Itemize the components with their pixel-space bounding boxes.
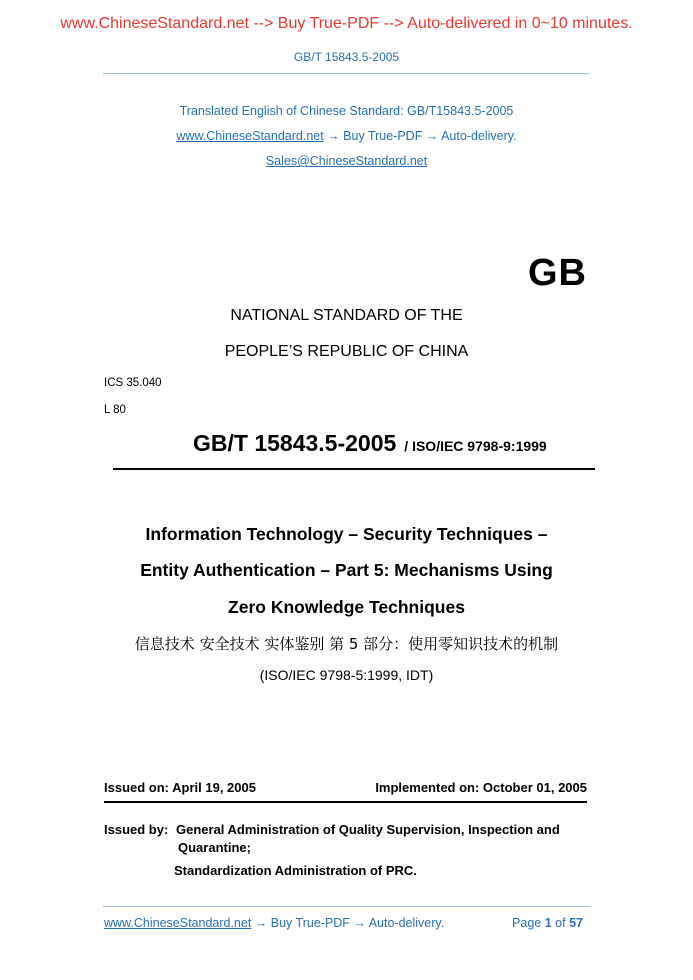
promo-banner[interactable]: www.ChineseStandard.net --> Buy True-PDF --> Auto-delivered in 0~10 minutes.: [60, 15, 633, 32]
standard-number: GB/T 15843.5-2005: [193, 430, 397, 456]
title-line1: Information Technology – Security Techniques –: [145, 524, 548, 544]
national-standard-line1: NATIONAL STANDARD OF THE: [230, 307, 463, 324]
issued-by-line1: General Administration of Quality Supervision, Inspection and: [176, 822, 560, 837]
footer-divider: [103, 906, 590, 907]
dates-divider: [104, 801, 587, 803]
email-line: [0, 154, 693, 168]
page-indicator: [512, 916, 583, 930]
national-standard-line2: PEOPLE’S REPUBLIC OF CHINA: [224, 343, 469, 360]
translated-notice: Translated English of Chinese Standard: GB/T15843.5-2005: [179, 104, 514, 118]
page-label: Page: [512, 916, 542, 930]
implemented-date: Implemented on: October 01, 2005: [375, 780, 587, 795]
buy-text: → Buy True-PDF → Auto-delivery.: [323, 129, 517, 143]
page-total: 57: [569, 916, 583, 930]
sales-email-link[interactable]: Sales@ChineseStandard.net: [265, 154, 428, 168]
ics-code: ICS 35.040: [104, 377, 162, 389]
site-link[interactable]: www.ChineseStandard.net: [176, 129, 324, 143]
title-line2: Entity Authentication – Part 5: Mechanisms Using: [140, 560, 553, 580]
footer-buy-text: → Buy True-PDF → Auto-delivery.: [251, 916, 445, 930]
issued-by-line3: Standardization Administration of PRC.: [174, 863, 417, 878]
idt-reference: (ISO/IEC 9798-5:1999, IDT): [259, 667, 434, 683]
footer-buy-line: [104, 916, 444, 930]
gb-mark: GB: [528, 252, 587, 294]
iso-equivalent: / ISO/IEC 9798-9:1999: [404, 438, 547, 454]
issued-by-line2: Quarantine;: [178, 840, 251, 855]
issued-date: Issued on: April 19, 2005: [104, 780, 256, 795]
of-label: of: [555, 916, 566, 930]
header-divider: [103, 73, 590, 74]
title-line3: Zero Knowledge Techniques: [228, 597, 465, 617]
footer-site-link[interactable]: www.ChineseStandard.net: [104, 916, 252, 930]
buy-line: [0, 129, 693, 143]
title-divider: [113, 468, 595, 470]
standard-designation: [193, 430, 547, 457]
issued-by-label: Issued by:: [104, 822, 169, 837]
l-code: L 80: [104, 404, 126, 416]
header-standard-number: GB/T 15843.5-2005: [293, 50, 400, 64]
chinese-title: 信息技术 安全技术 实体鉴别 第 5 部分：使用零知识技术的机制: [134, 635, 559, 653]
page-number: 1: [544, 916, 552, 930]
